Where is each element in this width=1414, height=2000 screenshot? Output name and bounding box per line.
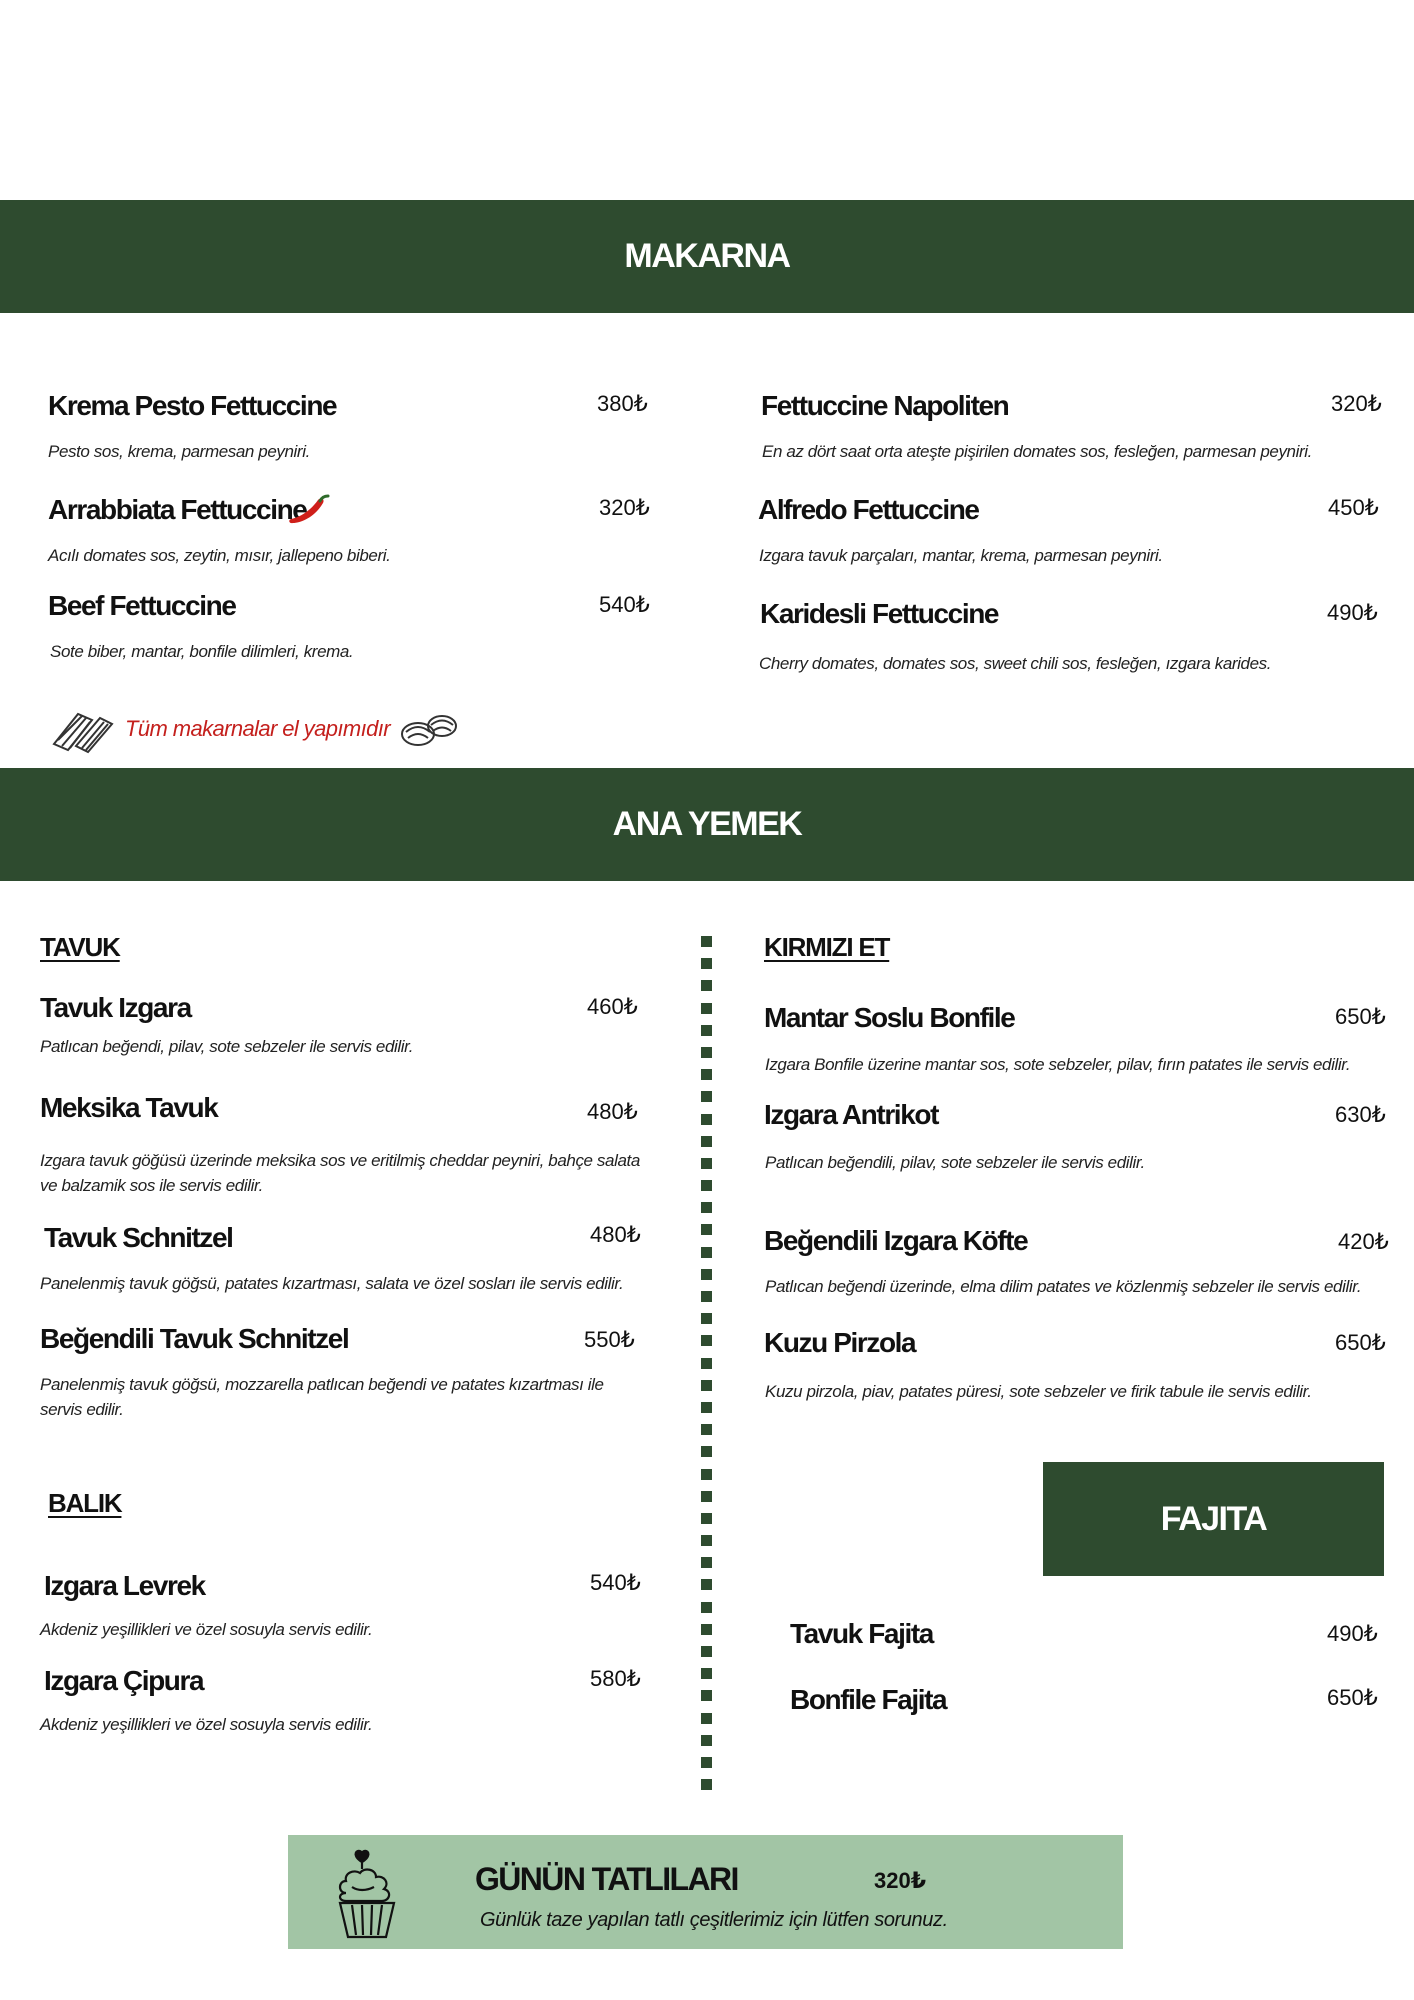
- section-banner-ana-yemek: [0, 768, 1414, 881]
- menu-item-price: 630₺: [1335, 1102, 1386, 1127]
- menu-item-price: 420₺: [1338, 1229, 1389, 1254]
- menu-item-title: Tavuk Fajita: [790, 1618, 933, 1649]
- menu-item-price: 540₺: [599, 592, 650, 617]
- section-banner-fajita: [1043, 1462, 1384, 1576]
- menu-item-title: Karidesli Fettuccine: [760, 598, 999, 629]
- section-title-makarna: MAKARNA: [624, 237, 790, 275]
- menu-item-title: Bonfile Fajita: [790, 1684, 947, 1715]
- cupcake-icon: [332, 1849, 402, 1941]
- menu-item-title: Krema Pesto Fettuccine: [48, 390, 337, 421]
- subheading-balik: BALIK: [48, 1488, 122, 1518]
- menu-item-desc: Akdeniz yeşillikleri ve özel sosuyla servis edilir.: [40, 1620, 373, 1639]
- menu-item-price: 460₺: [587, 994, 638, 1019]
- menu-item-title: Beef Fettuccine: [48, 590, 236, 621]
- shell-pasta-icon: [398, 708, 462, 752]
- dessert-desc: Günlük taze yapılan tatlı çeşitlerimiz için lütfen sorunuz.: [480, 1909, 948, 1931]
- menu-item-desc: En az dört saat orta ateşte pişirilen domates sos, fesleğen, parmesan peyniri.: [762, 442, 1312, 461]
- handmade-note: Tüm makarnalar el yapımıdır: [125, 716, 390, 741]
- menu-item-title: Kuzu Pirzola: [764, 1327, 916, 1358]
- penne-pasta-icon: [48, 706, 118, 754]
- section-banner-makarna: [0, 200, 1414, 313]
- menu-item-price: 650₺: [1327, 1685, 1378, 1710]
- menu-item-title: Arrabbiata Fettuccine: [48, 494, 307, 525]
- menu-item-title: Izgara Antrikot: [764, 1099, 938, 1130]
- menu-item-desc: Akdeniz yeşillikleri ve özel sosuyla servis edilir.: [40, 1715, 373, 1734]
- menu-item-title: Mantar Soslu Bonfile: [764, 1002, 1015, 1033]
- menu-item-desc: Panelenmiş tavuk göğsü, patates kızartması, salata ve özel sosları ile servis edilir.: [40, 1274, 624, 1293]
- menu-item-price: 320₺: [1331, 391, 1382, 416]
- menu-item-title: Fettuccine Napoliten: [761, 390, 1009, 421]
- menu-item-desc: Patlıcan beğendili, pilav, sote sebzeler ile servis edilir.: [765, 1153, 1145, 1172]
- menu-item-desc: Panelenmiş tavuk göğsü, mozzarella patlıcan beğendi ve patates kızartması ile servis edilir.: [40, 1375, 604, 1419]
- dessert-panel: [288, 1835, 1123, 1949]
- chili-pepper-icon: [287, 493, 331, 529]
- menu-item-title: Beğendili Tavuk Schnitzel: [40, 1323, 349, 1354]
- menu-item-desc: Acılı domates sos, zeytin, mısır, jallepeno biberi.: [48, 546, 391, 565]
- menu-item-price: 320₺: [599, 495, 650, 520]
- subheading-tavuk: TAVUK: [40, 932, 120, 962]
- menu-item-desc: Izgara Bonfile üzerine mantar sos, sote sebzeler, pilav, fırın patates ile servis edilir.: [765, 1055, 1351, 1074]
- menu-item-title: Tavuk Schnitzel: [44, 1222, 233, 1253]
- subheading-kirmizi-et: KIRMIZI ET: [764, 932, 890, 962]
- dessert-title: GÜNÜN TATLILARI: [475, 1861, 738, 1897]
- menu-item-price: 550₺: [584, 1327, 635, 1352]
- menu-item-title: Meksika Tavuk: [40, 1092, 218, 1123]
- menu-item-desc: Patlıcan beğendi üzerinde, elma dilim patates ve közlenmiş sebzeler ile servis edilir.: [765, 1277, 1362, 1296]
- menu-item-price: 490₺: [1327, 1621, 1378, 1646]
- menu-item-price: 490₺: [1327, 600, 1378, 625]
- menu-item-desc: Izgara tavuk parçaları, mantar, krema, parmesan peyniri.: [759, 546, 1163, 565]
- menu-item-price: 450₺: [1328, 495, 1379, 520]
- menu-item-price: 580₺: [590, 1666, 641, 1691]
- menu-item-desc: Patlıcan beğendi, pilav, sote sebzeler ile servis edilir.: [40, 1037, 414, 1056]
- menu-item-desc: Pesto sos, krema, parmesan peyniri.: [48, 442, 310, 461]
- menu-item-desc: Sote biber, mantar, bonfile dilimleri, krema.: [50, 642, 354, 661]
- menu-item-title: Alfredo Fettuccine: [758, 494, 979, 525]
- menu-item-price: 380₺: [597, 391, 648, 416]
- menu-item-title: Izgara Levrek: [44, 1570, 205, 1601]
- menu-item-price: 540₺: [590, 1570, 641, 1595]
- menu-item-title: Beğendili Izgara Köfte: [764, 1225, 1028, 1256]
- menu-item-price: 650₺: [1335, 1330, 1386, 1355]
- menu-item-title: Izgara Çipura: [44, 1665, 204, 1696]
- menu-item-price: 480₺: [590, 1222, 641, 1247]
- column-divider: [701, 936, 713, 1806]
- section-title-fajita: FAJITA: [1160, 1499, 1267, 1538]
- menu-item-price: 650₺: [1335, 1004, 1386, 1029]
- dessert-price: 320₺: [874, 1868, 927, 1893]
- section-title-ana-yemek: ANA YEMEK: [612, 805, 802, 843]
- menu-item-desc: Izgara tavuk göğüsü üzerinde meksika sos ve eritilmiş cheddar peyniri, bahçe salata ve balzamik sos ile servis edilir.: [40, 1151, 640, 1195]
- menu-item-desc: Cherry domates, domates sos, sweet chili sos, fesleğen, ızgara karides.: [759, 654, 1272, 673]
- menu-item-price: 480₺: [587, 1099, 638, 1124]
- menu-item-title: Tavuk Izgara: [40, 992, 191, 1023]
- menu-item-desc: Kuzu pirzola, piav, patates püresi, sote sebzeler ve firik tabule ile servis edilir.: [765, 1382, 1312, 1401]
